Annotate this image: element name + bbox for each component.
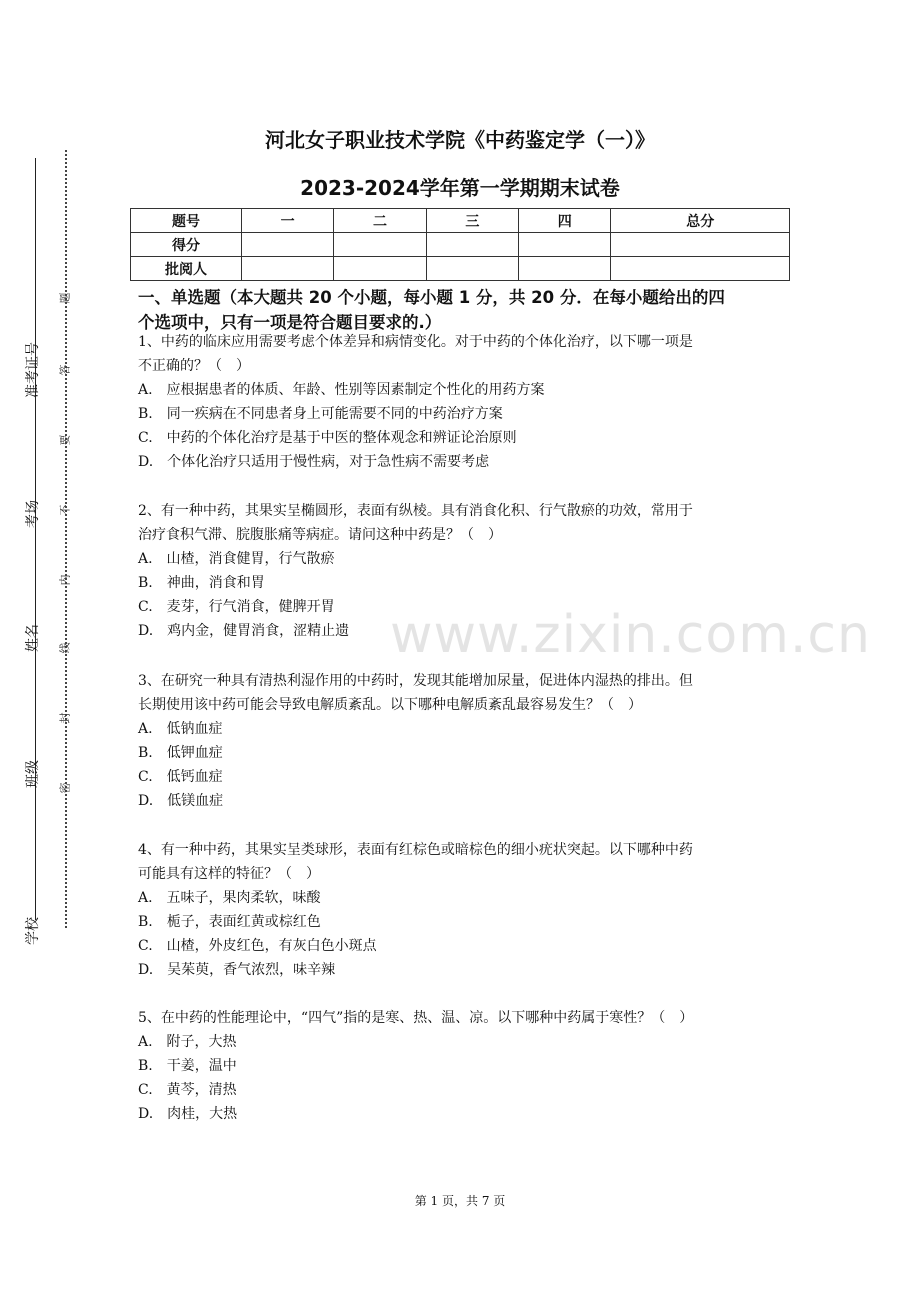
option-b[interactable]: B. 干姜，温中 [138, 1058, 237, 1074]
option-c[interactable]: C. 中药的个体化治疗是基于中医的整体观念和辨证论治原则 [138, 430, 517, 446]
option-d[interactable]: D. 鸡内金，健胃消食，涩精止遗 [138, 623, 350, 639]
gutter-field-class: 班级 [25, 760, 41, 788]
option-b[interactable]: B. 神曲，消食和胃 [138, 575, 265, 591]
grader-cell[interactable] [242, 257, 334, 281]
score-table-row [131, 233, 790, 257]
question-3 [138, 669, 786, 813]
question-stem: 3、在研究一种具有清热利湿作用的中药时，发现其能增加尿量，促进体内湿热的排出。但 [138, 673, 693, 689]
gutter-dotted-line [65, 150, 67, 928]
score-table-header-cell: 二 [334, 209, 426, 233]
question-5 [138, 1006, 786, 1126]
score-table [130, 208, 790, 281]
score-table-row-label: 得分 [131, 233, 242, 257]
seal-char: 线 [58, 642, 72, 654]
exam-subtitle: 2023-2024学年第一学期期末试卷 [300, 176, 620, 200]
option-c[interactable]: C. 黄芩，清热 [138, 1082, 237, 1098]
gutter-solid-line [35, 158, 36, 920]
score-table-row [131, 257, 790, 281]
seal-char: 不 [58, 504, 72, 516]
question-4 [138, 838, 786, 982]
grader-cell[interactable] [611, 257, 790, 281]
option-a[interactable]: A. 应根据患者的体质、年龄、性别等因素制定个性化的用药方案 [138, 382, 545, 398]
gutter-field-name: 姓名 [25, 624, 41, 652]
option-a[interactable]: A. 附子，大热 [138, 1034, 237, 1050]
option-a[interactable]: A. 低钠血症 [138, 721, 223, 737]
watermark: www.zixin.com.cn [390, 605, 871, 665]
gutter-field-exam-room: 考场 [25, 500, 41, 528]
option-b[interactable]: B. 低钾血症 [138, 745, 223, 761]
question-2 [138, 499, 786, 643]
section-heading [138, 285, 788, 335]
question-stem: 可能具有这样的特征？（ ） [138, 866, 320, 882]
seal-char: 题 [58, 292, 72, 304]
option-a[interactable]: A. 五味子，果肉柔软，味酸 [138, 890, 321, 906]
score-cell[interactable] [242, 233, 334, 257]
score-table-header-cell: 三 [426, 209, 518, 233]
seal-char: 密 [58, 782, 72, 794]
grader-cell[interactable] [426, 257, 518, 281]
score-table-header-row [131, 209, 790, 233]
option-d[interactable]: D. 肉桂，大热 [138, 1106, 238, 1122]
seal-char: 内 [58, 574, 72, 586]
exam-title: 河北女子职业技术学院《中药鉴定学（一）》 [265, 128, 655, 152]
question-stem: 治疗食积气滞、脘腹胀痛等病症。请问这种中药是？（ ） [138, 527, 502, 543]
seal-char: 要 [58, 434, 72, 446]
seal-char: 封 [58, 712, 72, 724]
question-stem: 2、有一种中药，其果实呈椭圆形，表面有纵棱。具有消食化积、行气散瘀的功效，常用于 [138, 503, 693, 519]
option-c[interactable]: C. 麦芽，行气消食，健脾开胃 [138, 599, 335, 615]
option-a[interactable]: A. 山楂，消食健胃，行气散瘀 [138, 551, 335, 567]
score-table-row-label: 批阅人 [131, 257, 242, 281]
question-stem: 不正确的？（ ） [138, 358, 250, 374]
question-1 [138, 330, 786, 474]
score-table-header-cell: 四 [519, 209, 611, 233]
grader-cell[interactable] [519, 257, 611, 281]
score-table-header-cell: 一 [242, 209, 334, 233]
grader-cell[interactable] [334, 257, 426, 281]
option-d[interactable]: D. 吴茱萸，香气浓烈，味辛辣 [138, 962, 336, 978]
question-stem: 1、中药的临床应用需要考虑个体差异和病情变化。对于中药的个体化治疗，以下哪一项是 [138, 334, 693, 350]
option-b[interactable]: B. 同一疾病在不同患者身上可能需要不同的中药治疗方案 [138, 406, 503, 422]
score-cell[interactable] [334, 233, 426, 257]
section-heading-line: 一、单选题（本大题共 20 个小题，每小题 1 分，共 20 分．在每小题给出的四 [138, 288, 725, 307]
option-c[interactable]: C. 低钙血症 [138, 769, 223, 785]
option-c[interactable]: C. 山楂，外皮红色，有灰白色小斑点 [138, 938, 377, 954]
option-d[interactable]: D. 个体化治疗只适用于慢性病，对于急性病不需要考虑 [138, 454, 490, 470]
page-footer: 第 1 页，共 7 页 [414, 1194, 506, 1208]
seal-char: 答 [58, 364, 72, 376]
gutter-field-exam-id: 准考证号 [25, 342, 41, 398]
score-cell[interactable] [426, 233, 518, 257]
question-stem: 长期使用该中药可能会导致电解质紊乱。以下哪种电解质紊乱最容易发生？（ ） [138, 697, 642, 713]
score-table-header-cell: 总分 [611, 209, 790, 233]
section-heading-line: 个选项中，只有一项是符合题目要求的.） [138, 313, 442, 332]
score-cell[interactable] [519, 233, 611, 257]
question-stem: 4、有一种中药，其果实呈类球形，表面有红棕色或暗棕色的细小疣状突起。以下哪种中药 [138, 842, 693, 858]
score-table-header-cell: 题号 [131, 209, 242, 233]
gutter-field-school: 学校 [25, 917, 41, 945]
question-stem: 5、在中药的性能理论中，“四气”指的是寒、热、温、凉。以下哪种中药属于寒性？（ ） [138, 1010, 694, 1026]
option-b[interactable]: B. 栀子，表面红黄或棕红色 [138, 914, 321, 930]
score-cell[interactable] [611, 233, 790, 257]
option-d[interactable]: D. 低镁血症 [138, 793, 224, 809]
